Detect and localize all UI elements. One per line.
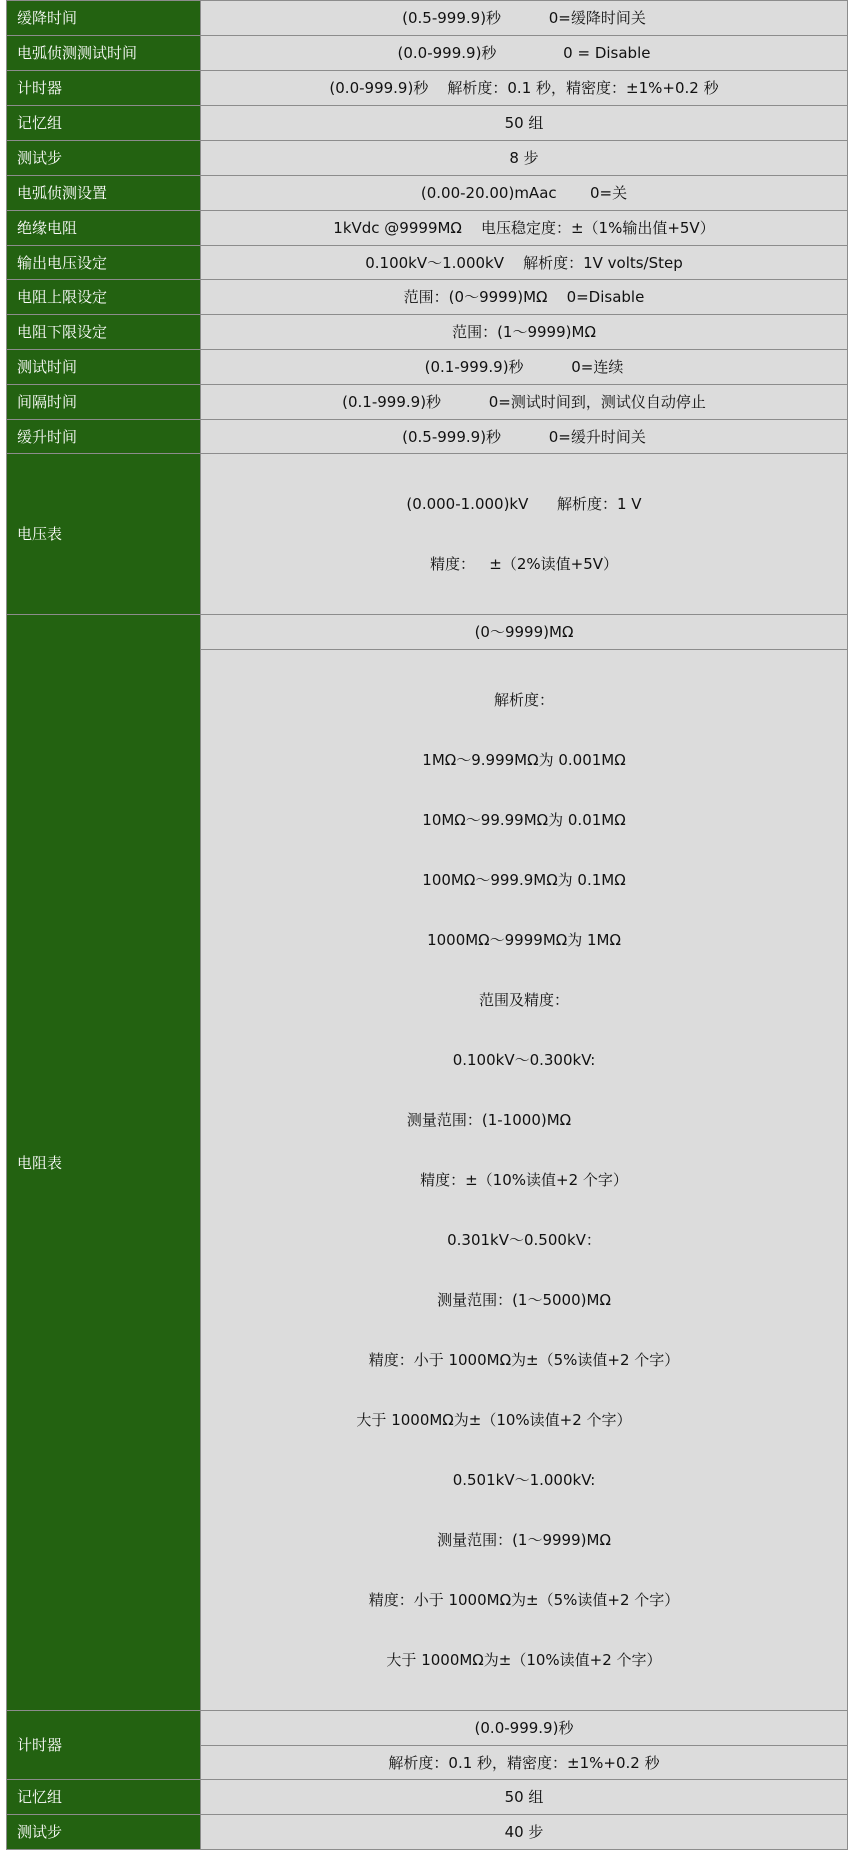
ohm-line: 精度：小于 1000MΩ为±（5%读值+2 个字） [368, 1351, 680, 1369]
row-label: 测试步 [7, 141, 201, 176]
spec-row [7, 315, 848, 350]
voltmeter-line: (0.000-1.000)kV 解析度：1 V [406, 495, 642, 513]
row-value: (0.1-999.9)秒 0=连续 [201, 350, 848, 385]
row-label: 缓升时间 [7, 420, 201, 454]
row-label: 测试时间 [7, 350, 201, 385]
row-label: 电弧侦测测试时间 [7, 36, 201, 71]
spec-row [7, 1, 848, 36]
ohm-line: 精度：小于 1000MΩ为±（5%读值+2 个字） [368, 1591, 680, 1609]
ohm-line: 大于 1000MΩ为±（10%读值+2 个字） [386, 1651, 662, 1669]
spec-row [7, 1780, 848, 1815]
row-value: 50 组 [201, 1780, 848, 1815]
spec-row [7, 36, 848, 71]
row-label: 记忆组 [7, 1780, 201, 1815]
ohm-line: 测量范围：(1-1000)MΩ [406, 1111, 572, 1129]
row-label: 记忆组 [7, 106, 201, 141]
row-value: 50 组 [201, 106, 848, 141]
voltmeter-value [201, 454, 848, 615]
row-value: 0.100kV～1.000kV 解析度：1V volts/Step [201, 246, 848, 280]
spec-row [7, 385, 848, 420]
ohm-line: 测量范围：(1～5000)MΩ [437, 1291, 611, 1309]
spec-row [7, 141, 848, 176]
ohm-line: 100MΩ～999.9MΩ为 0.1MΩ [422, 871, 626, 889]
spec-row [7, 211, 848, 246]
ohmmeter-range: (0～9999)MΩ [201, 615, 848, 650]
spec-row [7, 280, 848, 315]
ohmmeter-detail [201, 650, 848, 1711]
voltmeter-row [7, 454, 848, 615]
ohm-line: 0.501kV～1.000kV: [452, 1471, 596, 1489]
ohm-line: 测量范围：(1～9999)MΩ [437, 1531, 611, 1549]
row-label: 电阻下限设定 [7, 315, 201, 350]
ohm-line: 10MΩ～99.99MΩ为 0.01MΩ [422, 811, 626, 829]
row-value: (0.5-999.9)秒 0=缓降时间关 [201, 1, 848, 36]
ohm-line: 解析度： [493, 691, 554, 709]
spec-row [7, 420, 848, 454]
voltmeter-line: 精度： ±（2%读值+5V） [429, 555, 619, 573]
row-value: 1kVdc @9999MΩ 电压稳定度：±（1%输出值+5V） [201, 211, 848, 246]
ohm-line: 0.301kV～0.500kV： [447, 1231, 601, 1249]
spec-row [7, 106, 848, 141]
row-value: (0.1-999.9)秒 0=测试时间到，测试仪自动停止 [201, 385, 848, 420]
timer-value-1: (0.0-999.9)秒 [201, 1711, 848, 1746]
ohm-line: 精度：±（10%读值+2 个字） [420, 1171, 628, 1189]
row-value: 8 步 [201, 141, 848, 176]
ohm-line: 0.100kV～0.300kV: [452, 1051, 596, 1069]
spec-row [7, 176, 848, 211]
ohmmeter-range-row [7, 615, 848, 650]
row-label: 电阻上限设定 [7, 280, 201, 315]
row-label: 计时器 [7, 1711, 201, 1780]
row-value: (0.0-999.9)秒 0 = Disable [201, 36, 848, 71]
spec-row [7, 350, 848, 385]
spec-row [7, 246, 848, 280]
ohm-line: 范围及精度： [478, 991, 569, 1009]
row-value: (0.00-20.00)mAac 0=关 [201, 176, 848, 211]
timer-row-1 [7, 1711, 848, 1746]
timer-value-2: 解析度：0.1 秒，精密度：±1%+0.2 秒 [201, 1746, 848, 1780]
row-label: 缓降时间 [7, 1, 201, 36]
row-label: 间隔时间 [7, 385, 201, 420]
row-label: 电阻表 [7, 615, 201, 1711]
row-value: 40 步 [201, 1815, 848, 1850]
row-value: (0.0-999.9)秒 解析度：0.1 秒，精密度：±1%+0.2 秒 [201, 71, 848, 106]
ohm-line: 大于 1000MΩ为±（10%读值+2 个字） [356, 1411, 632, 1429]
row-label: 计时器 [7, 71, 201, 106]
spec-row [7, 71, 848, 106]
row-label: 电压表 [7, 454, 201, 615]
spec-table [6, 0, 848, 1850]
row-label: 测试步 [7, 1815, 201, 1850]
ohm-line: 1MΩ～9.999MΩ为 0.001MΩ [422, 751, 626, 769]
row-label: 输出电压设定 [7, 246, 201, 280]
spec-row [7, 1815, 848, 1850]
row-label: 电弧侦测设置 [7, 176, 201, 211]
row-value: 范围：(1～9999)MΩ [201, 315, 848, 350]
row-label: 绝缘电阻 [7, 211, 201, 246]
row-value: (0.5-999.9)秒 0=缓升时间关 [201, 420, 848, 454]
ohm-line: 1000MΩ～9999MΩ为 1MΩ [427, 931, 621, 949]
row-value: 范围：(0～9999)MΩ 0=Disable [201, 280, 848, 315]
